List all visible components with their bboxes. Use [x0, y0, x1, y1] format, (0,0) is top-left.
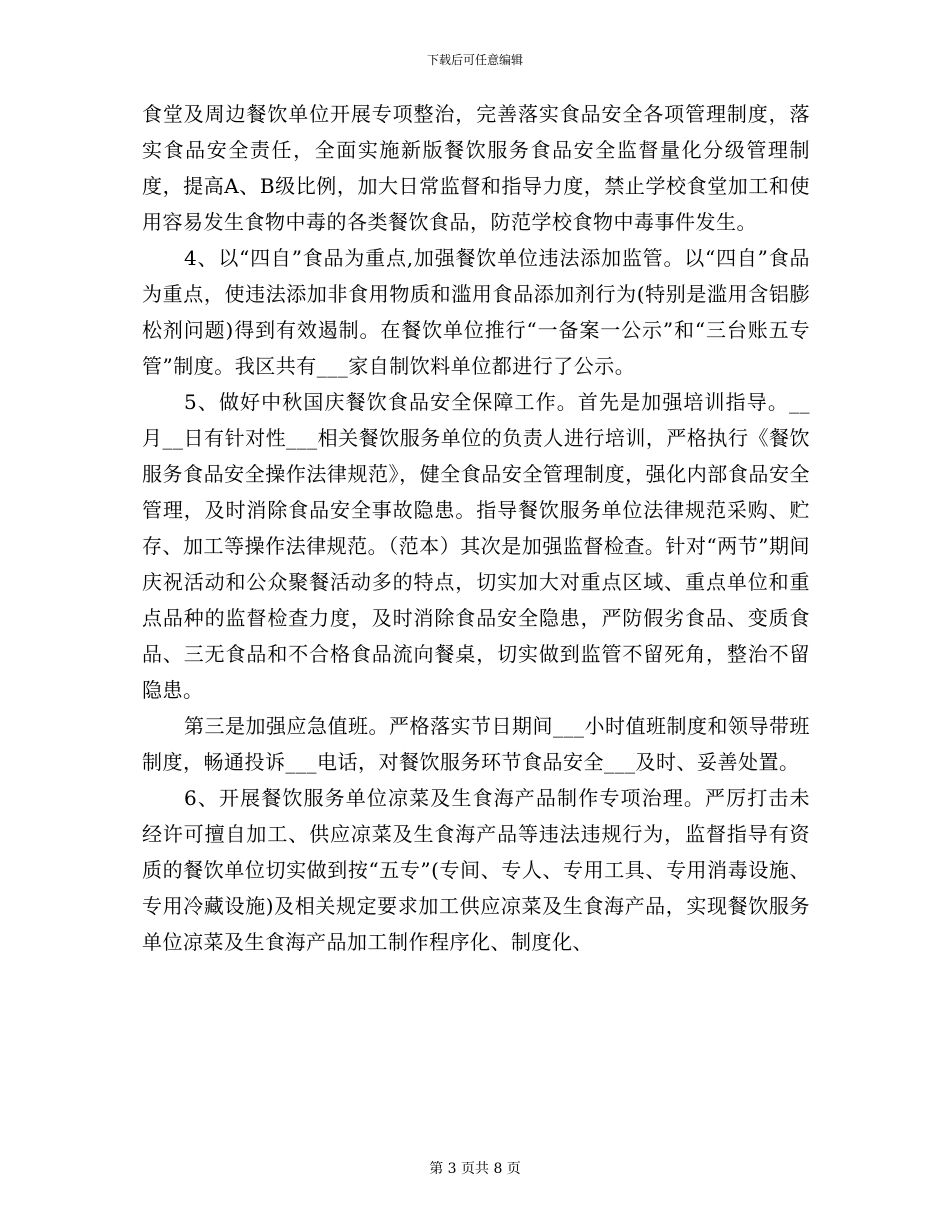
paragraph-item-4: 4、以“四自”食品为重点,加强餐饮单位违法添加监管。以“四自”食品为重点，使违法添加非食用物质和滥用食品添加剂行为(特别是滥用含铝膨松剂问题)得到有效遏制。在餐饮单位推行“一备案一公示”和“三台账五专管”制度。我区共有___家自制饮料单位都进行了公示。 [142, 246, 810, 378]
document-body [142, 96, 810, 960]
paragraph-item-6: 6、开展餐饮服务单位凉菜及生食海产品制作专项治理。严厉打击未经许可擅自加工、供应凉菜及生食海产品等违法违规行为，监督指导有资质的餐饮单位切实做到按“五专”(专间、专人、专用工具、专用消毒设施、专用冷藏设施)及相关规定要求加工供应凉菜及生食海产品，实现餐饮服务单位凉菜及生食海产品加工制作程序化、制度化、 [142, 786, 810, 954]
page-header: 下载后可任意编辑 [426, 53, 523, 67]
paragraph-third: 第三是加强应急值班。严格落实节日期间___小时值班制度和领导带班制度，畅通投诉___电话，对餐饮服务环节食品安全___及时、妥善处置。 [142, 714, 810, 774]
page-footer: 第 3 页共 8 页 [429, 1161, 521, 1177]
paragraph-item-5: 5、做好中秋国庆餐饮食品安全保障工作。首先是加强培训指导。__月__日有针对性___相关餐饮服务单位的负责人进行培训，严格执行《餐饮服务食品安全操作法律规范》，健全食品安全管理制度，强化内部食品安全管理，及时消除食品安全事故隐患。指导餐饮服务单位法律规范采购、贮存、加工等操作法律规范。（范本）其次是加强监督检查。针对“两节”期间庆祝活动和公众聚餐活动多的特点，切实加大对重点区域、重点单位和重点品种的监督检查力度，及时消除食品安全隐患，严防假劣食品、变质食品、三无食品和不合格食品流向餐桌，切实做到监管不留死角，整治不留隐患。 [142, 390, 810, 702]
paragraph-continuation: 食堂及周边餐饮单位开展专项整治，完善落实食品安全各项管理制度，落实食品安全责任，全面实施新版餐饮服务食品安全监督量化分级管理制度，提高A、B级比例，加大日常监督和指导力度，禁止学校食堂加工和使用容易发生食物中毒的各类餐饮食品，防范学校食物中毒事件发生。 [142, 102, 810, 234]
